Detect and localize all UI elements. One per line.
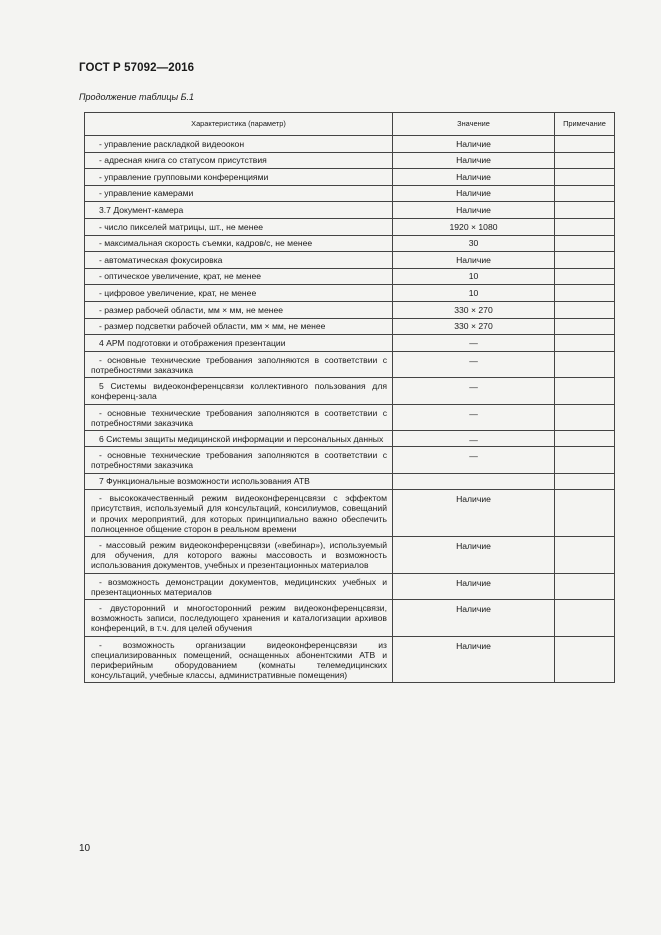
row-value: 330 × 270 [393, 318, 555, 335]
row-note [555, 202, 615, 219]
table-header-row [85, 113, 615, 136]
row-value: Наличие [393, 573, 555, 599]
row-note [555, 490, 615, 537]
table-row [85, 152, 615, 169]
header-note: Примечание [555, 113, 615, 136]
row-value: 10 [393, 285, 555, 302]
characteristics-table [84, 112, 615, 683]
row-value: — [393, 351, 555, 377]
table-row [85, 536, 615, 573]
header-value: Значение [393, 113, 555, 136]
row-value: — [393, 447, 555, 473]
row-note [555, 169, 615, 186]
row-parameter-text: - двусторонний и многосторонний режим видеоконференцсвязи, возможность записи, последующего хранения и каталогизации архивов конференций, в т.ч. для целей обучения [91, 602, 387, 634]
row-value: Наличие [393, 636, 555, 683]
row-value: 30 [393, 235, 555, 252]
row-note [555, 218, 615, 235]
row-parameter-text: - управление групповыми конференциями [99, 171, 269, 182]
row-parameter [85, 378, 393, 404]
row-parameter [85, 404, 393, 430]
row-parameter [85, 636, 393, 683]
row-note [555, 252, 615, 269]
row-note [555, 335, 615, 352]
table-row [85, 490, 615, 537]
row-value: — [393, 378, 555, 404]
row-value: 330 × 270 [393, 301, 555, 318]
row-note [555, 285, 615, 302]
row-parameter [85, 218, 393, 235]
table-row [85, 404, 615, 430]
row-parameter-text: - размер подсветки рабочей области, мм × мм, не менее [99, 321, 326, 332]
row-value: Наличие [393, 599, 555, 636]
row-note [555, 318, 615, 335]
row-note [555, 447, 615, 473]
table-row [85, 285, 615, 302]
row-parameter-text: - основные технические требования заполняются в соответствии с потребностями заказчика [91, 407, 387, 428]
row-parameter-text: 4 АРМ подготовки и отображения презентации [99, 337, 286, 348]
row-note [555, 301, 615, 318]
row-value: — [393, 335, 555, 352]
table-row [85, 136, 615, 153]
table-row [85, 378, 615, 404]
row-value: Наличие [393, 169, 555, 186]
row-parameter-text: 5 Системы видеоконференцсвязи коллективного пользования для конференц-зала [91, 381, 387, 402]
row-note [555, 185, 615, 202]
row-value: 10 [393, 268, 555, 285]
row-parameter [85, 136, 393, 153]
row-parameter-text: - число пикселей матрицы, шт., не менее [99, 221, 264, 232]
table-row [85, 351, 615, 377]
row-value: Наличие [393, 252, 555, 269]
row-parameter-text: - адресная книга со статусом присутствия [99, 155, 267, 166]
row-parameter [85, 490, 393, 537]
row-parameter-text: - максимальная скорость съемки, кадров/с, не менее [99, 238, 313, 249]
row-value: Наличие [393, 136, 555, 153]
table-row [85, 335, 615, 352]
row-note [555, 152, 615, 169]
row-value: Наличие [393, 490, 555, 537]
row-parameter-text: - управление раскладкой видеоокон [99, 138, 245, 149]
row-parameter-text: 6 Системы защиты медицинской информации и персональных данных [99, 433, 384, 444]
row-parameter-text: - основные технические требования заполняются в соответствии с потребностями заказчика [91, 354, 387, 375]
row-value: Наличие [393, 152, 555, 169]
row-value [393, 473, 555, 490]
row-parameter-text: - возможность организации видеоконференцсвязи из специализированных помещений, оснащенных абонентскими АТВ и периферийным оборудованием (комнаты телемедицинских консультаций, учебные классы, административные помещения) [91, 639, 387, 681]
row-note [555, 235, 615, 252]
row-parameter-text: 7 Функциональные возможности использования АТВ [99, 476, 310, 487]
table-row [85, 185, 615, 202]
row-value: Наличие [393, 536, 555, 573]
table-row [85, 169, 615, 186]
row-parameter [85, 285, 393, 302]
row-note [555, 599, 615, 636]
row-parameter-text: - цифровое увеличение, крат, не менее [99, 288, 257, 299]
table-row [85, 636, 615, 683]
row-note [555, 351, 615, 377]
row-note [555, 404, 615, 430]
table-row [85, 218, 615, 235]
table-row [85, 430, 615, 446]
row-value: — [393, 404, 555, 430]
row-value: — [393, 430, 555, 446]
row-parameter-text: 3.7 Документ-камера [99, 205, 184, 216]
row-parameter [85, 268, 393, 285]
row-parameter-text: - массовый режим видеоконференцсвязи («вебинар»), используемый для обучения, для которого важны массовость и возможность использования документов, учебных и презентационных материалов [91, 539, 387, 571]
table-row [85, 573, 615, 599]
row-parameter [85, 536, 393, 573]
row-parameter [85, 573, 393, 599]
row-note [555, 378, 615, 404]
table-row [85, 599, 615, 636]
table-row [85, 447, 615, 473]
row-parameter [85, 335, 393, 352]
row-parameter [85, 447, 393, 473]
header-parameter: Характеристика (параметр) [85, 113, 393, 136]
table-row [85, 473, 615, 490]
row-parameter-text: - возможность демонстрации документов, медицинских учебных и презентационных материалов [91, 576, 387, 597]
row-parameter-text: - высококачественный режим видеоконференцсвязи с эффектом присутствия, используемый для консультаций, консилиумов, совещаний и прочих мероприятий, для которых принципиально важно обеспечить полноценное общение сторон в реальном времени [91, 493, 387, 534]
row-parameter [85, 152, 393, 169]
row-note [555, 136, 615, 153]
table-row [85, 235, 615, 252]
page-number: 10 [79, 843, 91, 854]
document-code: ГОСТ Р 57092—2016 [79, 62, 195, 74]
row-value: Наличие [393, 185, 555, 202]
row-parameter [85, 318, 393, 335]
row-note [555, 430, 615, 446]
row-parameter [85, 301, 393, 318]
row-parameter-text: - оптическое увеличение, крат, не менее [99, 271, 262, 282]
row-parameter [85, 252, 393, 269]
table-row [85, 252, 615, 269]
row-parameter [85, 202, 393, 219]
row-parameter [85, 169, 393, 186]
row-parameter-text: - размер рабочей области, мм × мм, не менее [99, 304, 284, 315]
row-parameter [85, 185, 393, 202]
table-caption: Продолжение таблицы Б.1 [79, 92, 195, 102]
row-note [555, 268, 615, 285]
table-row [85, 202, 615, 219]
row-parameter [85, 430, 393, 446]
row-note [555, 473, 615, 490]
row-note [555, 636, 615, 683]
row-parameter-text: - автоматическая фокусировка [99, 254, 223, 265]
table-row [85, 301, 615, 318]
row-parameter [85, 599, 393, 636]
row-parameter [85, 473, 393, 490]
row-value: Наличие [393, 202, 555, 219]
table-row [85, 318, 615, 335]
row-parameter [85, 351, 393, 377]
row-note [555, 573, 615, 599]
table-row [85, 268, 615, 285]
row-parameter-text: - управление камерами [99, 188, 194, 199]
row-parameter-text: - основные технические требования заполняются в соответствии с потребностями заказчика [91, 450, 387, 471]
row-note [555, 536, 615, 573]
row-value: 1920 × 1080 [393, 218, 555, 235]
row-parameter [85, 235, 393, 252]
